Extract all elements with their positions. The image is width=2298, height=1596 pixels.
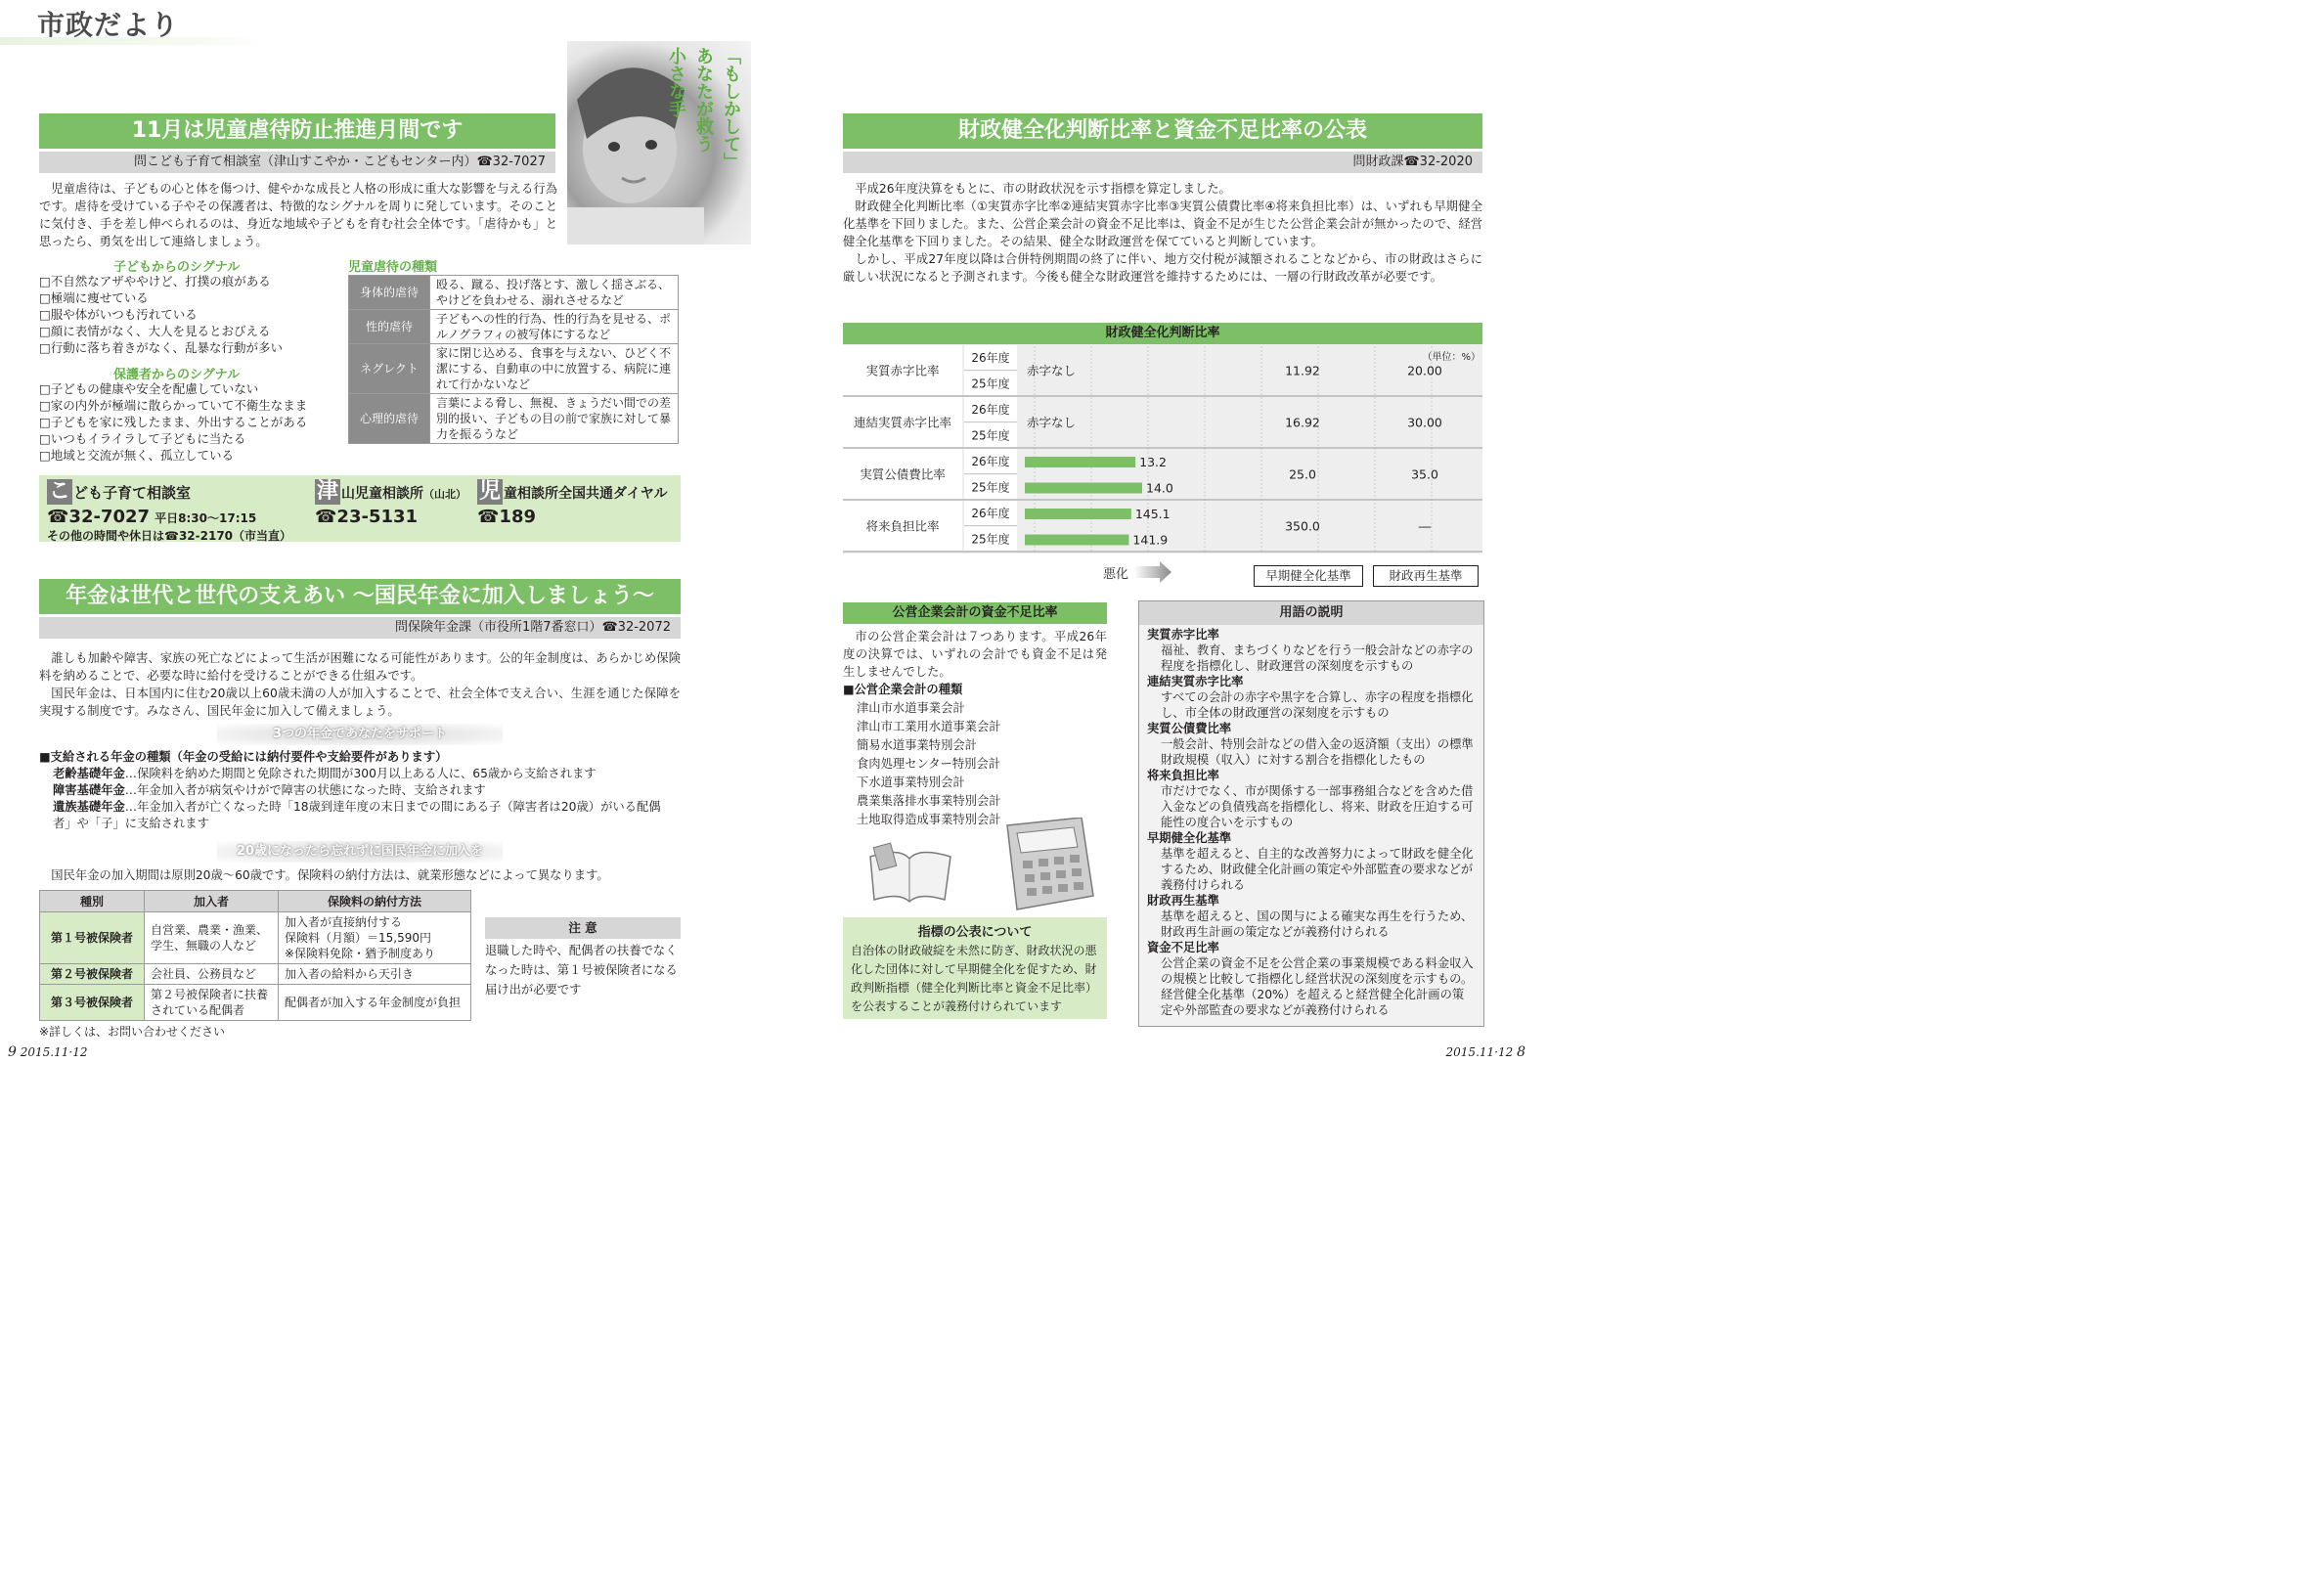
row-kind: 第１号被保険者 (40, 912, 145, 964)
term-item: 将来負担比率 市だけでなく、市が関係する一部事務組合などを含めた借入金などの負債残高を指標化し、将来、財政を圧迫する可能性の度合いを示すもの (1147, 769, 1474, 829)
early-threshold-value: 16.92 (1285, 415, 1320, 430)
bar-value-26: 13.2 (1139, 455, 1167, 469)
table-header-row (40, 891, 471, 912)
consult-box (39, 475, 681, 542)
rebuild-threshold-label: 財政再生基準 (1373, 565, 1479, 587)
pension-contact: 問保険年金課（市役所1階7番窓口）☎32-2072 (39, 617, 681, 639)
consult-3-head: 児 (478, 479, 501, 504)
chart-title: 財政健全化判断比率 (843, 323, 1482, 344)
finance-chart (843, 323, 1482, 557)
consult-2-head: 津 (316, 479, 338, 504)
list-item: □家の内外が極端に散らかっていて不衛生なまま (39, 398, 308, 413)
list-item: □極端に痩せている (39, 290, 149, 305)
year-label-25: 25年度 (971, 377, 1010, 391)
pension-title: 年金は世代と世代の支えあい ～国民年金に加入しましょう～ (39, 579, 681, 614)
row-label: 実質公債費比率 (860, 466, 946, 482)
pension-footnote: ※詳しくは、お問い合わせください (39, 1025, 226, 1039)
enterprise-list-head: ■公営企業会計の種類 (843, 683, 963, 696)
worse-label: 悪化 (1103, 567, 1129, 582)
bar-26 (1025, 457, 1135, 467)
pension-p1: 誰しも加齢や障害、家族の死亡などによって生活が困難になる可能性があります。公的年金制度は、あらかじめ保険料を納めることで、必要な時に給付を受けることができる仕組みです。 (39, 651, 681, 683)
row-who: 会社員、公務員など (145, 964, 279, 985)
chart-unit: （単位：%） (1422, 352, 1480, 363)
footer-left: 9 2015.11·12 (8, 1044, 88, 1060)
consult-3-name: 童相談所全国共通ダイヤル (504, 486, 668, 502)
consult-1-tel[interactable]: ☎32-7027 (47, 507, 151, 527)
list-item: □地域と交流が無く、孤立している (39, 448, 235, 463)
term-item: 財政再生基準 基準を超えると、国の関与による確実な再生を行うため、財政再生計画の策定などが義務付けられる (1147, 894, 1474, 939)
child-abuse-contact: 問こども子育て相談室（津山すこやか・こどもセンター内）☎32-7027 (39, 152, 555, 173)
pension-kind-1: 老齢基礎年金…保険料を納めた期間と免除された期間が300月以上ある人に、65歳から支給されます (53, 767, 597, 780)
year-label-25: 25年度 (971, 532, 1010, 547)
table-row (40, 964, 471, 985)
bar-25 (1025, 483, 1142, 494)
row-kind: 第３号被保険者 (40, 985, 145, 1021)
pension-p3: 国民年金の加入期間は原則20歳～60歳です。保険料の納付方法は、就業形態などによって異なります。 (51, 868, 609, 882)
value-label: 赤字なし (1027, 415, 1077, 430)
photo-caption-line-1: 「もしかして」 (721, 47, 741, 170)
child-photo (567, 41, 751, 244)
term-item: 実質赤字比率 福祉、教育、まちづくりなどを行う一般会計などの赤字の程度を指標化し、財政運営の深刻度を示すもの (1147, 628, 1474, 673)
child-signals-list (39, 273, 342, 356)
rebuild-threshold-value: 35.0 (1411, 466, 1438, 482)
early-threshold-value: 25.0 (1289, 466, 1316, 482)
row-who: 第２号被保険者に扶養されている配偶者 (145, 985, 279, 1021)
document-icon (861, 837, 958, 906)
year-label-26: 26年度 (971, 403, 1010, 417)
consult-1-head: こ (48, 479, 70, 504)
enterprise-list (843, 699, 1107, 829)
consult-3-tel[interactable]: ☎189 (477, 507, 536, 527)
table-row (349, 394, 679, 444)
pension-pill-2: 20歳になったら忘れずに国民年金に加入を (217, 841, 503, 863)
bar-26 (1025, 509, 1131, 519)
type-desc: 家に閉じ込める、食事を与えない、ひどく不潔にする、自動車の中に放置する、病院に連れて行かないなど (430, 344, 679, 394)
bar-25 (1025, 535, 1128, 546)
list-item: □行動に落ち着きがなく、乱暴な行動が多い (39, 340, 284, 355)
row-label: 実質赤字比率 (865, 363, 940, 378)
consult-2-name: 山児童相談所 (341, 486, 423, 502)
type-desc: 言葉による脅し、無視、きょうだい間での差別的扱い、子どもの目の前で家族に対して暴力を振るうなど (430, 394, 679, 444)
list-item: 食肉処理センター特別会計 (857, 757, 1001, 771)
value-label: 赤字なし (1027, 363, 1077, 378)
publication-body: 自治体の財政破綻を未然に防ぎ、財政状況の悪化した団体に対して早期健全化を促すため、財政判断指標（健全化判断比率と資金不足比率）を公表することが義務付けられています (851, 944, 1098, 1013)
consult-2-tel[interactable]: ☎23-5131 (315, 507, 419, 527)
publication-box (843, 917, 1107, 1019)
child-abuse-title: 11月は児童虐待防止推進月間です (39, 113, 555, 149)
parent-signals-title: 保護者からのシグナル (113, 368, 241, 382)
list-item: □子どもを家に残したまま、外出することがある (39, 415, 308, 429)
early-threshold-label: 早期健全化基準 (1254, 565, 1363, 587)
pension-p2: 国民年金は、日本国内に住む20歳以上60歳未満の人が加入することで、社会全体で支え合い、生涯を通じた保障を実現する制度です。みなさん、国民年金に加入して備えましょう。 (39, 687, 681, 718)
consult-2 (315, 479, 466, 527)
type-name: 身体的虐待 (349, 276, 430, 310)
consult-1-hours: 平日8:30～17:15 (155, 511, 257, 525)
pension-kind-3: 遺族基礎年金…年金加入者が亡くなった時「18歳到達年度の末日までの間にある子（障害者は20歳）がいる配偶者」や「子」に支給されます (53, 800, 661, 830)
terms-box (1138, 600, 1484, 1027)
finance-contact: 問財政課☎32-2020 (843, 152, 1482, 173)
term-item: 早期健全化基準 基準を超えると、自主的な改善努力によって財政を健全化するため、財政健全化計画の策定や外部監査の要求などが義務付けられる (1147, 831, 1474, 892)
col-header: 加入者 (145, 891, 279, 912)
finance-title: 財政健全化判断比率と資金不足比率の公表 (843, 113, 1482, 149)
consult-1 (47, 479, 291, 544)
child-signals-title: 子どもからのシグナル (113, 260, 241, 275)
row-how: 加入者の給料から天引き (279, 964, 471, 985)
list-item: 農業集落排水事業特別会計 (857, 794, 1001, 808)
terms-list (1139, 625, 1483, 1018)
list-item: 津山市水道事業会計 (857, 701, 965, 715)
pension-note-body: 退職した時や、配偶者の扶養でなくなった時は、第１号被保険者になる届け出が必要です (485, 944, 678, 997)
table-row (349, 276, 679, 310)
type-name: 心理的虐待 (349, 394, 430, 444)
row-kind: 第２号被保険者 (40, 964, 145, 985)
enterprise-title: 公営企業会計の資金不足比率 (843, 602, 1107, 624)
pension-note-title: 注 意 (485, 917, 681, 939)
rebuild-threshold-value: 30.00 (1407, 415, 1442, 430)
consult-1-note: その他の時間や休日は☎32-2170（市当直） (47, 529, 292, 543)
row-how: 加入者が直接納付する 保険料（月額）＝15,590円 ※保険料免除・猶予制度あり (279, 912, 471, 964)
table-row (40, 985, 471, 1021)
worse-arrow-icon (1134, 561, 1173, 583)
early-threshold-value: 350.0 (1285, 518, 1320, 534)
list-item: 津山市工業用水道事業会計 (857, 720, 1001, 733)
year-label-26: 26年度 (971, 455, 1010, 468)
child-abuse-body: 児童虐待は、子どもの心と体を傷つけ、健やかな成長と人格の形成に重大な影響を与える行為です。虐待を受けている子やその保護者は、特徴的なシグナルを周りに発しています。そのことに気付き、手を差し伸べられるのは、身近な地域や子どもを育む社会全体です。「虐待かも」と思ったら、勇気を出して連絡しましょう。 (39, 182, 557, 248)
year-label-26: 26年度 (971, 507, 1010, 520)
finance-p2: 財政健全化判断比率（①実質赤字比率②連結実質赤字比率③実質公債費比率④将来負担比率）は、いずれも早期健全化基準を下回りました。また、公営企業会計の資金不足比率は、資金不足が生じた公営企業会計が無かったので、経営健全化基準を下回りました。その結果、健全な財政運営を保てていると判断しています。 (843, 200, 1482, 248)
rebuild-threshold-value: ― (1418, 518, 1432, 534)
list-item: □いつもイライラして子どもに当たる (39, 431, 246, 446)
pension-pill-1: 3つの年金であなたをサポート (217, 724, 503, 745)
table-row (349, 344, 679, 394)
calculator-icon (988, 818, 1095, 911)
list-item: 簡易水道事業特別会計 (857, 738, 977, 752)
list-item: □不自然なアザややけど、打撲の痕がある (39, 274, 271, 288)
year-label-25: 25年度 (971, 428, 1010, 443)
col-header: 保険料の納付方法 (279, 891, 471, 912)
pension-table (39, 890, 471, 1021)
list-item: 下水道事業特別会計 (857, 776, 965, 789)
finance-p3: しかし、平成27年度以降は合併特例期間の終了に伴い、地方交付税が減額されることなどから、市の財政はさらに厳しい状況になると予測されます。今後も健全な財政運営を維持するためには、一層の行財政改革が必要です。 (843, 252, 1482, 284)
type-name: 性的虐待 (349, 310, 430, 344)
chart-svg (843, 344, 1482, 554)
rebuild-threshold-value: 20.00 (1407, 363, 1442, 378)
term-item: 資金不足比率 公営企業の資金不足を公営企業の事業規模である料金収入の規模と比較して指標化し経営状況の深刻度を示すもの。経営健全化基準（20%）を超えると経営健全化計画の策定や外部監査の要求などが義務付けられる (1147, 941, 1474, 1017)
row-label: 将来負担比率 (865, 518, 940, 534)
term-item: 実質公債費比率 一般会計、特別会計などの借入金の返済額（支出）の標準財政規模（収入）に対する割合を指標化したもの (1147, 722, 1474, 767)
publication-title: 指標の公表について (917, 925, 1033, 940)
photo-caption-line-3: 小さな手 (666, 47, 686, 117)
terms-title: 用語の説明 (1139, 601, 1483, 625)
abuse-types-title: 児童虐待の種類 (348, 260, 438, 275)
year-label-26: 26年度 (971, 351, 1010, 365)
table-row (349, 310, 679, 344)
masthead (0, 0, 274, 47)
consult-3 (477, 479, 668, 527)
list-item: □顔に表情がなく、大人を見るとおびえる (39, 324, 271, 338)
photo-caption-line-2: あなたが救う (693, 47, 714, 153)
table-row (40, 912, 471, 964)
chart-body (843, 344, 1482, 554)
masthead-title: 市政だより (37, 9, 180, 41)
bar-value-26: 145.1 (1134, 507, 1171, 521)
row-who: 自営業、農業・漁業、学生、無職の人など (145, 912, 279, 964)
pension-kinds-head: ■支給される年金の種類（年金の受給には納付要件や支給要件があります） (39, 750, 448, 764)
list-item: 土地取得造成事業特別会計 (857, 813, 1001, 826)
bar-value-25: 141.9 (1132, 532, 1169, 548)
pension-note (485, 917, 681, 999)
pension-kind-2: 障害基礎年金…年金加入者が病気やけがで障害の状態になった時、支給されます (53, 783, 486, 797)
enterprise-body: 市の公営企業会計は７つあります。平成26年度の決算では、いずれの会計でも資金不足は発生しませんでした。 (843, 630, 1107, 679)
type-desc: 子どもへの性的行為、性的行為を見せる、ポルノグラフィの被写体にするなど (430, 310, 679, 344)
consult-1-name: ども子育て相談室 (73, 484, 192, 502)
list-item: □子どもの健康や安全を配慮していない (39, 381, 259, 396)
abuse-types-table (348, 275, 679, 444)
list-item: □服や体がいつも汚れている (39, 307, 198, 322)
consult-2-small: （山北） (423, 488, 466, 501)
bar-value-25: 14.0 (1146, 480, 1173, 496)
early-threshold-value: 11.92 (1285, 363, 1320, 378)
row-how: 配偶者が加入する年金制度が負担 (279, 985, 471, 1021)
col-header: 種別 (40, 891, 145, 912)
year-label-25: 25年度 (971, 480, 1010, 495)
type-name: ネグレクト (349, 344, 430, 394)
parent-signals-list (39, 380, 342, 464)
footer-right: 2015.11·12 8 (1445, 1044, 1525, 1060)
term-item: 連結実質赤字比率 すべての会計の赤字や黒字を合算し、赤字の程度を指標化し、市全体の財政運営の深刻度を示すもの (1147, 675, 1474, 720)
row-label: 連結実質赤字比率 (853, 415, 952, 430)
finance-p1: 平成26年度決算をもとに、市の財政状況を示す指標を算定しました。 (855, 182, 1231, 196)
type-desc: 殴る、蹴る、投げ落とす、激しく揺さぶる、やけどを負わせる、溺れさせるなど (430, 276, 679, 310)
